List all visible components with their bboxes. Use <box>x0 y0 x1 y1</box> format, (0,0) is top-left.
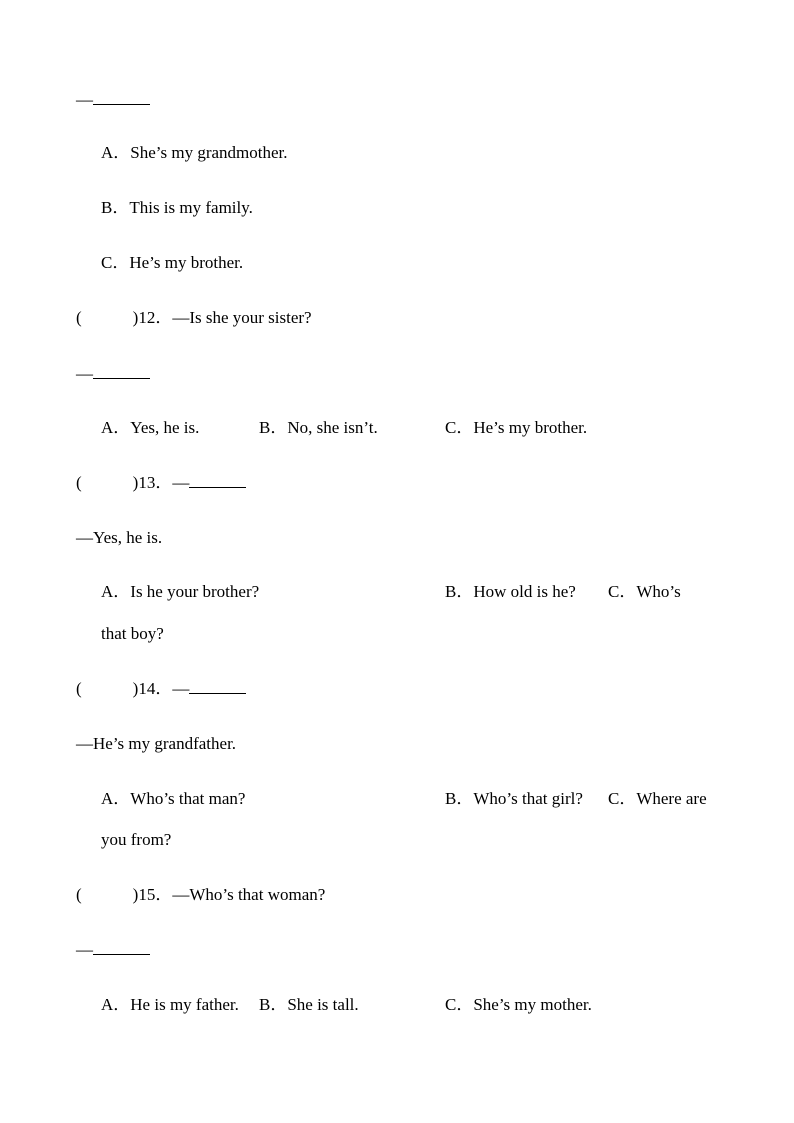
dash: — <box>76 364 93 383</box>
question-text: —Who’s that woman? <box>172 885 326 904</box>
option-13-c[interactable]: C．Who’s <box>608 582 681 601</box>
option-14-b[interactable]: B．Who’s that girl? <box>445 789 583 808</box>
option-15-b[interactable]: B．She is tall. <box>259 995 359 1014</box>
question-blank[interactable] <box>189 679 246 694</box>
answer-blank[interactable] <box>93 940 150 955</box>
option-13-b[interactable]: B．How old is he? <box>445 582 576 601</box>
question-12 <box>76 308 312 328</box>
question-blank[interactable] <box>189 473 246 488</box>
answer-blank[interactable] <box>93 364 150 379</box>
option-14-a[interactable]: A．Who’s that man? <box>101 789 246 808</box>
question-13 <box>76 473 246 493</box>
option-13-c-continued[interactable]: that boy? <box>101 624 164 643</box>
question-text: —Is she your sister? <box>172 308 312 327</box>
option-12-a[interactable]: A．Yes, he is. <box>101 418 200 437</box>
question-text: — <box>172 473 190 492</box>
option-12-c[interactable]: C．He’s my brother. <box>445 418 588 437</box>
question-text: — <box>172 679 190 698</box>
option-11-b[interactable]: B．This is my family. <box>101 198 253 217</box>
dash: — <box>76 940 93 959</box>
question-15 <box>76 885 325 905</box>
option-15-c[interactable]: C．She’s my mother. <box>445 995 592 1014</box>
answer-line-15 <box>76 940 150 960</box>
answer-blank[interactable] <box>93 90 150 105</box>
response-13: —Yes, he is. <box>76 528 163 547</box>
question-number: ( )12． <box>76 308 173 327</box>
question-number: ( )13． <box>76 473 173 492</box>
answer-line-11 <box>76 90 150 110</box>
option-11-a[interactable]: A．She’s my grandmother. <box>101 143 288 162</box>
question-14 <box>76 679 246 699</box>
option-11-c[interactable]: C．He’s my brother. <box>101 253 244 272</box>
option-12-b[interactable]: B．No, she isn’t. <box>259 418 378 437</box>
question-number: ( )15． <box>76 885 173 904</box>
option-15-a[interactable]: A．He is my father. <box>101 995 239 1014</box>
answer-line-12 <box>76 364 150 384</box>
option-13-a[interactable]: A．Is he your brother? <box>101 582 260 601</box>
question-number: ( )14． <box>76 679 173 698</box>
response-14: —He’s my grandfather. <box>76 734 237 753</box>
option-14-c[interactable]: C．Where are <box>608 789 707 808</box>
option-14-c-continued[interactable]: you from? <box>101 830 172 849</box>
dash: — <box>76 90 93 109</box>
